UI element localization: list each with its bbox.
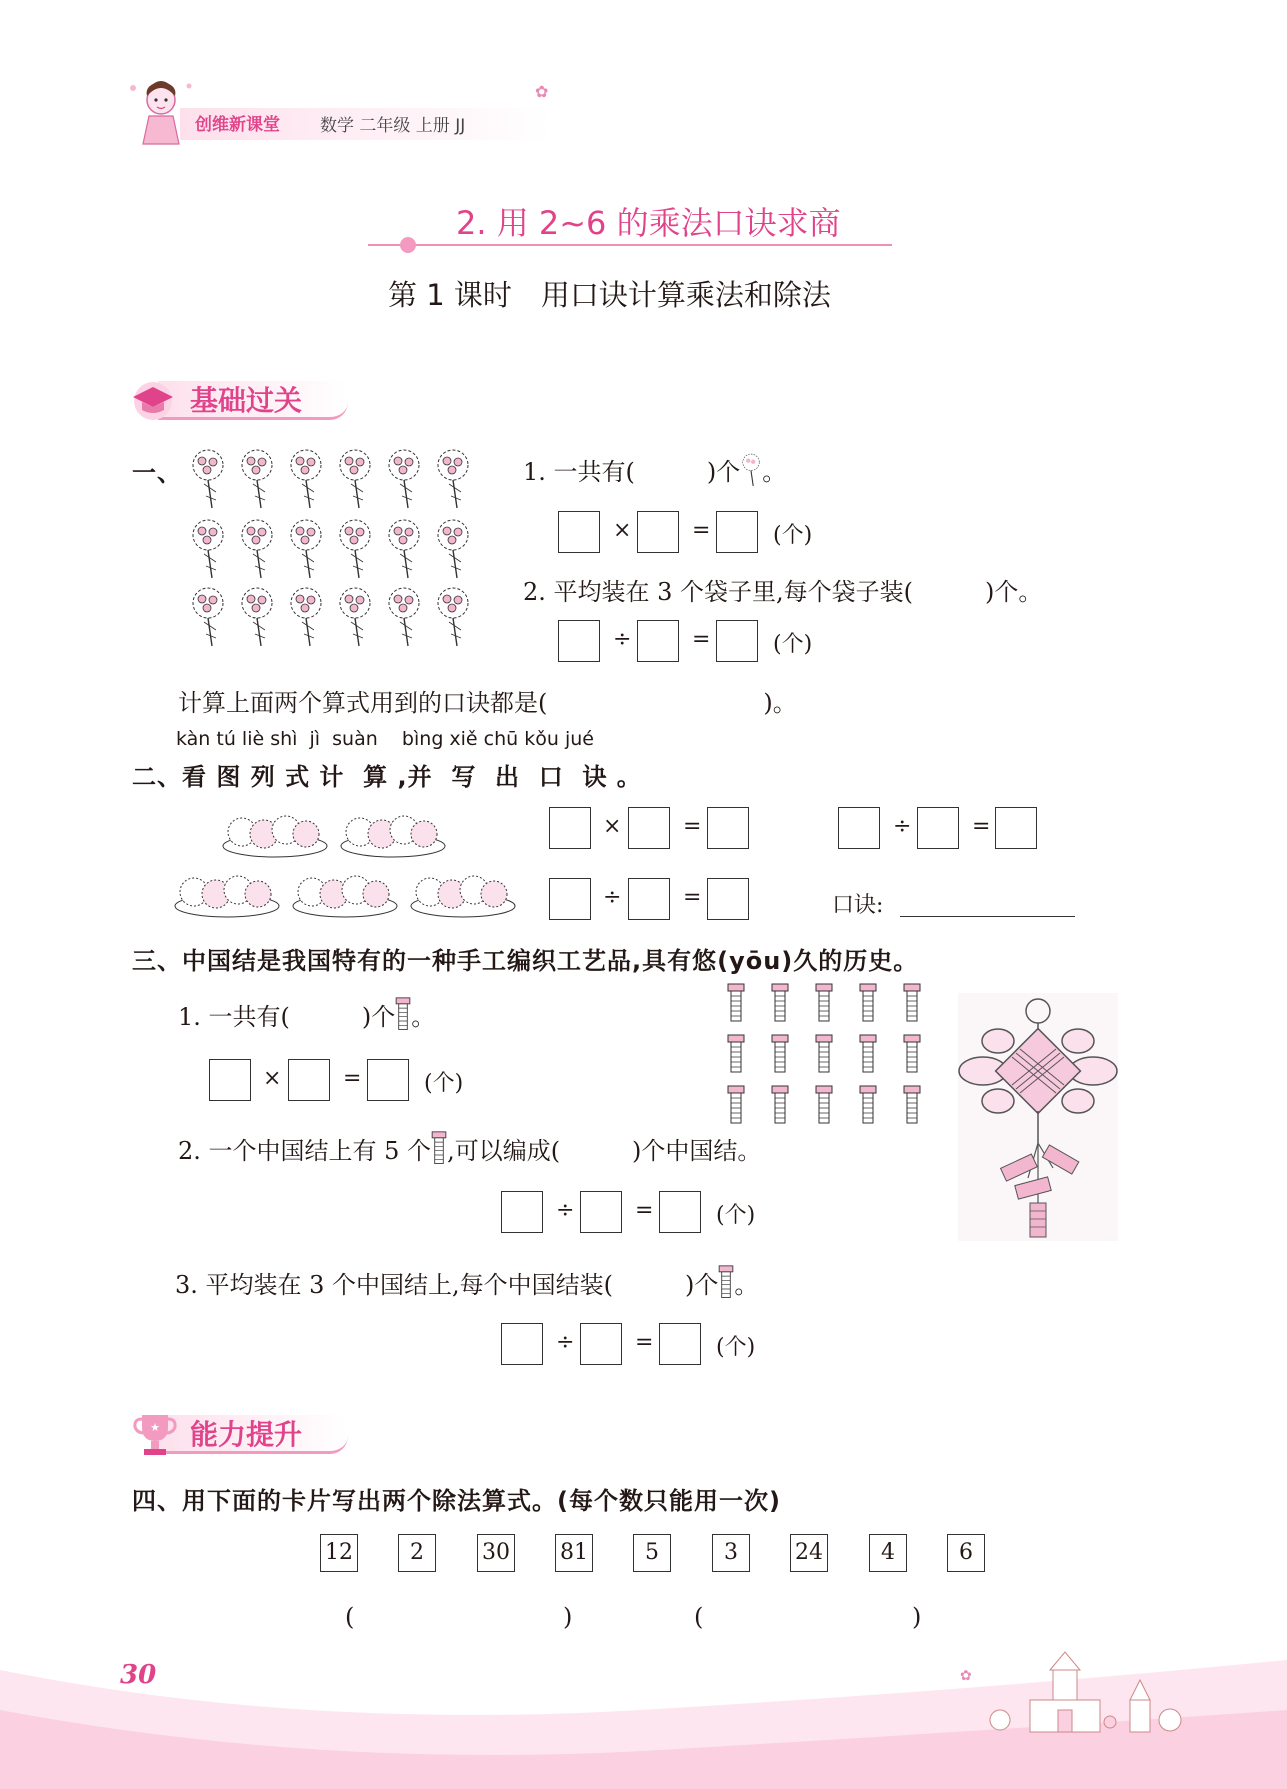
q3-answer-box[interactable]: [288, 1059, 330, 1101]
lollipop-icon: [433, 586, 473, 648]
lollipop-icon: [237, 518, 277, 580]
thread-spool-icon: [815, 1034, 833, 1076]
equals-sign: =: [635, 1198, 654, 1223]
q2-answer-box[interactable]: [549, 807, 591, 849]
lollipop-icon: [335, 518, 375, 580]
q2-answer-box[interactable]: [995, 807, 1037, 849]
q1-sub2: 2. 平均装在 3 个袋子里,每个袋子装( )个。: [523, 578, 1043, 606]
number-cards: [320, 1534, 1000, 1576]
koujue-answer-line[interactable]: [900, 916, 1075, 917]
q3-answer-box[interactable]: [501, 1191, 543, 1233]
q3-answer-box[interactable]: [501, 1323, 543, 1365]
q1-answer-box[interactable]: [716, 511, 758, 553]
equals-sign: =: [692, 518, 711, 543]
number-card[interactable]: 3: [712, 1534, 750, 1572]
peach-plate-icon: [172, 868, 282, 920]
q3-answer-box[interactable]: [659, 1323, 701, 1365]
thread-spool-icon: [771, 983, 789, 1025]
title-underline: [368, 244, 892, 246]
q2-answer-box[interactable]: [549, 878, 591, 920]
q3-sub1-end: 。: [411, 1003, 436, 1031]
q1-answer-box[interactable]: [716, 620, 758, 662]
equals-sign: =: [692, 627, 711, 652]
lollipop-icon: [286, 586, 326, 648]
q3-sub1-text: 1. 一共有( )个: [178, 1003, 396, 1031]
q3-sub2-a: 2. 一个中国结上有 5 个: [178, 1137, 432, 1165]
lollipop-icon: [237, 448, 277, 510]
q1-sub1-text: 1. 一共有( )个: [523, 458, 741, 486]
thread-spool-icon: [718, 1265, 734, 1301]
koujue-label: 口诀:: [832, 893, 884, 918]
thread-spool-icon: [395, 997, 411, 1033]
chinese-knot-icon: [958, 993, 1118, 1241]
number-card[interactable]: 4: [869, 1534, 907, 1572]
times-sign: ×: [263, 1066, 282, 1091]
lollipop-icon: [188, 448, 228, 510]
svg-text:★: ★: [150, 1421, 160, 1434]
q1-answer-box[interactable]: [637, 620, 679, 662]
thread-spool-icon: [727, 983, 745, 1025]
thread-spool-icon: [859, 1085, 877, 1127]
lollipop-icon: [433, 448, 473, 510]
divide-sign: ÷: [613, 627, 632, 652]
section-title: 2. 用 2~6 的乘法口诀求商: [456, 204, 841, 242]
equals-sign: =: [635, 1330, 654, 1355]
lollipop-icon: [740, 452, 762, 488]
q3-answer-box[interactable]: [659, 1191, 701, 1233]
lollipop-icon: [188, 586, 228, 648]
q1-answer-box[interactable]: [558, 511, 600, 553]
q3-sub1: [178, 997, 435, 1033]
spool-grid: [727, 983, 927, 1128]
equals-sign: =: [972, 814, 991, 839]
times-sign: ×: [603, 814, 622, 839]
number-card[interactable]: 30: [477, 1534, 515, 1572]
divide-sign: ÷: [893, 814, 912, 839]
lollipop-icon: [188, 518, 228, 580]
times-sign: ×: [613, 518, 632, 543]
lollipop-grid: [188, 448, 478, 658]
divide-sign: ÷: [556, 1330, 575, 1355]
title-underline-dot: [400, 237, 416, 253]
q3-sub3-text: 3. 平均装在 3 个中国结上,每个中国结装( )个: [175, 1271, 719, 1299]
brand-name: 创维新课堂: [195, 115, 280, 135]
q1-answer-box[interactable]: [637, 511, 679, 553]
q2-answer-box[interactable]: [628, 807, 670, 849]
divide-sign: ÷: [603, 885, 622, 910]
q3-answer-box[interactable]: [580, 1323, 622, 1365]
banner-advanced: [128, 1407, 358, 1459]
q3-answer-box[interactable]: [367, 1059, 409, 1101]
equals-sign: =: [683, 814, 702, 839]
q1-sub1-end: 。: [762, 458, 787, 486]
q1-koujue: 计算上面两个算式用到的口诀都是( )。: [178, 689, 797, 717]
number-card[interactable]: 2: [398, 1534, 436, 1572]
lollipop-icon: [286, 518, 326, 580]
q2-answer-box[interactable]: [917, 807, 959, 849]
q2-answer-box[interactable]: [628, 878, 670, 920]
q3-sub2-b: ,可以编成( )个中国结。: [447, 1137, 762, 1165]
peach-plate-icon: [408, 868, 518, 920]
q3-answer-box[interactable]: [209, 1059, 251, 1101]
graduation-cap-icon: [128, 377, 178, 421]
unit-label: (个): [716, 1335, 756, 1360]
q3-sub2: [178, 1131, 761, 1167]
number-card[interactable]: 24: [790, 1534, 828, 1572]
page-number: 30: [120, 1660, 157, 1690]
thread-spool-icon: [815, 983, 833, 1025]
sparkle-icon: ✿: [535, 82, 549, 101]
thread-spool-icon: [771, 1034, 789, 1076]
lollipop-icon: [335, 448, 375, 510]
banner-basic: [128, 373, 358, 425]
q3-answer-box[interactable]: [580, 1191, 622, 1233]
lollipop-icon: [433, 518, 473, 580]
thread-spool-icon: [903, 1085, 921, 1127]
answer-blank-2-open: (: [694, 1603, 704, 1631]
book-info: 数学 二年级 上册 JJ: [320, 116, 466, 136]
thread-spool-icon: [903, 1034, 921, 1076]
answer-blank-1[interactable]: [365, 1603, 560, 1633]
lollipop-icon: [384, 518, 424, 580]
q4-text: 四、用下面的卡片写出两个除法算式。(每个数只能用一次): [132, 1487, 781, 1515]
answer-blank-1-open: (: [345, 1603, 355, 1631]
answer-blank-2[interactable]: [714, 1603, 909, 1633]
peach-plate-icon: [338, 808, 448, 860]
lesson-title: 第 1 课时 用口诀计算乘法和除法: [388, 278, 831, 312]
q3-sub3-end: 。: [734, 1271, 759, 1299]
number-card[interactable]: 12: [320, 1534, 358, 1572]
answer-blank-1-close: ): [563, 1603, 573, 1631]
equals-sign: =: [683, 885, 702, 910]
q3-sub3: [175, 1265, 758, 1301]
q2-answer-box[interactable]: [838, 807, 880, 849]
banner-advanced-label: 能力提升: [190, 1418, 303, 1451]
q2-answer-box[interactable]: [707, 807, 749, 849]
thread-spool-icon: [727, 1085, 745, 1127]
q2-answer-box[interactable]: [707, 878, 749, 920]
number-card[interactable]: 6: [947, 1534, 985, 1572]
lollipop-icon: [237, 586, 277, 648]
trophy-icon: [132, 1409, 178, 1457]
castle-icon: [960, 1650, 1190, 1740]
unit-label: (个): [773, 632, 813, 657]
q1-answer-box[interactable]: [558, 620, 600, 662]
thread-spool-icon: [903, 983, 921, 1025]
unit-label: (个): [424, 1071, 464, 1096]
lollipop-icon: [286, 448, 326, 510]
q2-text: 二、看 图 列 式 计 算 ,并 写 出 口 诀 。: [132, 763, 642, 791]
lollipop-icon: [384, 586, 424, 648]
peach-plate-icon: [220, 808, 330, 860]
thread-spool-icon: [431, 1131, 447, 1167]
thread-spool-icon: [815, 1085, 833, 1127]
thread-spool-icon: [727, 1034, 745, 1076]
unit-label: (个): [716, 1203, 756, 1228]
thread-spool-icon: [859, 1034, 877, 1076]
lollipop-icon: [384, 448, 424, 510]
answer-blank-2-close: ): [912, 1603, 922, 1631]
q3-text: 三、中国结是我国特有的一种手工编织工艺品,具有悠(yōu)久的历史。: [132, 947, 919, 975]
q1-number: 一、: [132, 459, 182, 487]
thread-spool-icon: [859, 983, 877, 1025]
thread-spool-icon: [771, 1085, 789, 1127]
peach-plates: [170, 808, 520, 928]
number-card[interactable]: 81: [555, 1534, 593, 1572]
header: [125, 78, 555, 148]
number-card[interactable]: 5: [633, 1534, 671, 1572]
unit-label: (个): [773, 523, 813, 548]
q1-sub1: [523, 452, 786, 488]
svg-text:✿: ✿: [960, 1668, 972, 1684]
lollipop-icon: [335, 586, 375, 648]
banner-basic-label: 基础过关: [190, 384, 303, 417]
peach-plate-icon: [290, 868, 400, 920]
equals-sign: =: [343, 1066, 362, 1091]
divide-sign: ÷: [556, 1198, 575, 1223]
q2-pinyin: kàn tú liè shì jì suàn bìng xiě chū kǒu jué: [176, 728, 594, 750]
